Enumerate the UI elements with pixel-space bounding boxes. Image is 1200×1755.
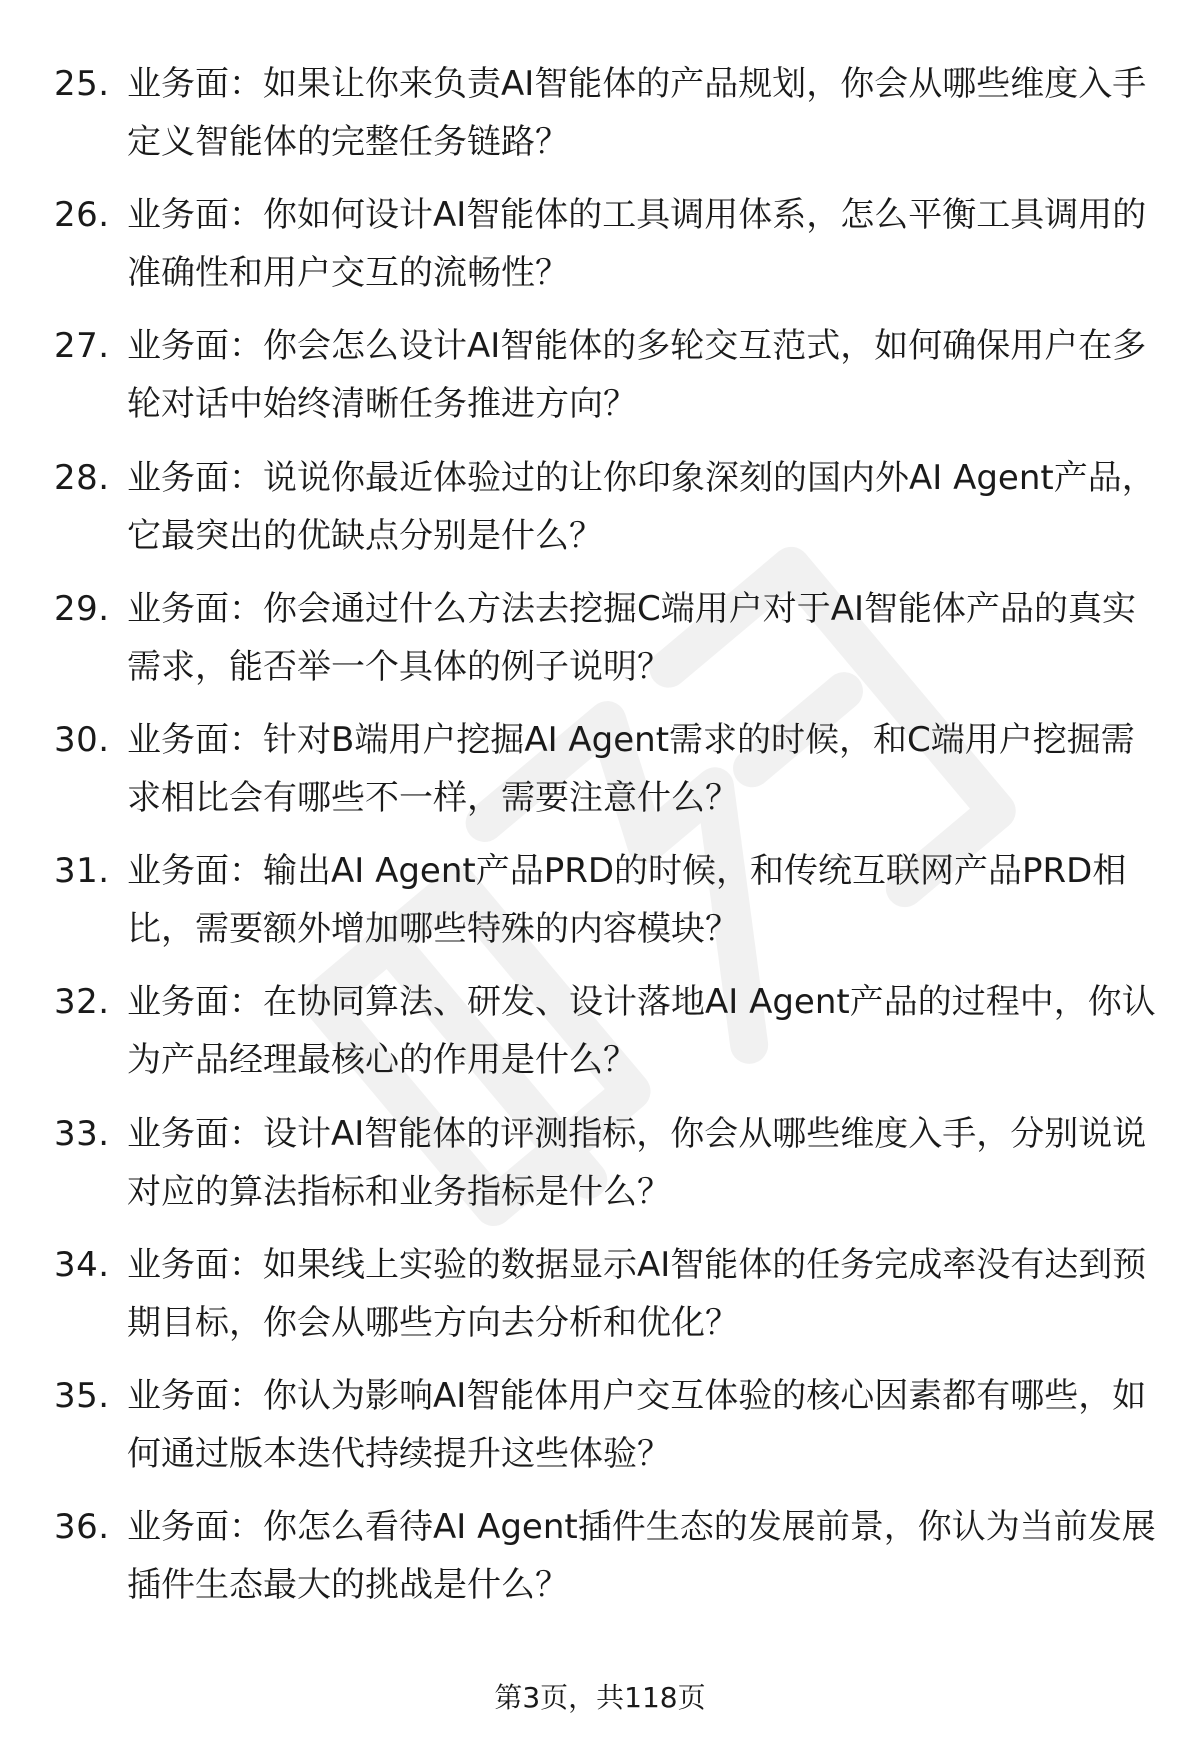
question-text: 业务面：在协同算法、研发、设计落地AI Agent产品的过程中，你认为产品经理最核心的作用是什么？ xyxy=(127,982,1156,1081)
question-text: 业务面：你认为影响AI智能体用户交互体验的核心因素都有哪些，如何通过版本迭代持续提升这些体验？ xyxy=(127,1375,1147,1474)
question-text: 业务面：说说你最近体验过的让你印象深刻的国内外AI Agent产品，它最突出的优缺点分别是什么？ xyxy=(127,457,1156,556)
list-item xyxy=(0,711,1200,830)
question-list xyxy=(0,55,1200,1629)
question-number: 36. xyxy=(54,1507,110,1548)
question-number: 27. xyxy=(54,326,110,367)
list-item xyxy=(0,580,1200,699)
list-item xyxy=(0,1105,1200,1224)
list-item xyxy=(0,1367,1200,1486)
question-number: 26. xyxy=(54,195,110,236)
question-text: 业务面：你会通过什么方法去挖掘C端用户对于AI智能体产品的真实需求，能否举一个具体的例子说明？ xyxy=(127,588,1137,687)
list-item xyxy=(0,1498,1200,1617)
question-number: 32. xyxy=(54,982,110,1023)
question-number: 31. xyxy=(54,851,110,892)
list-item xyxy=(0,317,1200,436)
list-item xyxy=(0,842,1200,961)
question-text: 业务面：针对B端用户挖掘AI Agent需求的时候，和C端用户挖掘需求相比会有哪些不一样，需要注意什么？ xyxy=(127,719,1135,818)
question-text: 业务面：输出AI Agent产品PRD的时候，和传统互联网产品PRD相比，需要额外增加哪些特殊的内容模块？ xyxy=(127,851,1127,950)
list-item xyxy=(0,1236,1200,1355)
question-number: 25. xyxy=(54,64,110,104)
list-item xyxy=(0,186,1200,305)
question-text: 业务面：你如何设计AI智能体的工具调用体系，怎么平衡工具调用的准确性和用户交互的流畅性？ xyxy=(127,195,1147,294)
question-number: 34. xyxy=(54,1244,110,1285)
question-number: 35. xyxy=(54,1375,110,1416)
question-text: 业务面：设计AI智能体的评测指标，你会从哪些维度入手，分别说说对应的算法指标和业务指标是什么？ xyxy=(127,1113,1147,1212)
page-footer: 第3页，共118页 xyxy=(494,1681,706,1714)
question-text: 业务面：如果线上实验的数据显示AI智能体的任务完成率没有达到预期目标，你会从哪些方向去分析和优化？ xyxy=(127,1244,1147,1343)
list-item xyxy=(0,55,1200,174)
list-item xyxy=(0,973,1200,1092)
question-number: 33. xyxy=(54,1113,110,1154)
list-item xyxy=(0,449,1200,568)
question-text: 业务面：你会怎么设计AI智能体的多轮交互范式，如何确保用户在多轮对话中始终清晰任务推进方向？ xyxy=(127,326,1147,425)
question-number: 28. xyxy=(54,457,110,498)
question-number: 29. xyxy=(54,588,110,629)
question-number: 30. xyxy=(54,719,110,760)
question-text: 业务面：如果让你来负责AI智能体的产品规划，你会从哪些维度入手定义智能体的完整任务链路？ xyxy=(127,64,1147,162)
question-text: 业务面：你怎么看待AI Agent插件生态的发展前景，你认为当前发展插件生态最大的挑战是什么？ xyxy=(127,1507,1156,1606)
